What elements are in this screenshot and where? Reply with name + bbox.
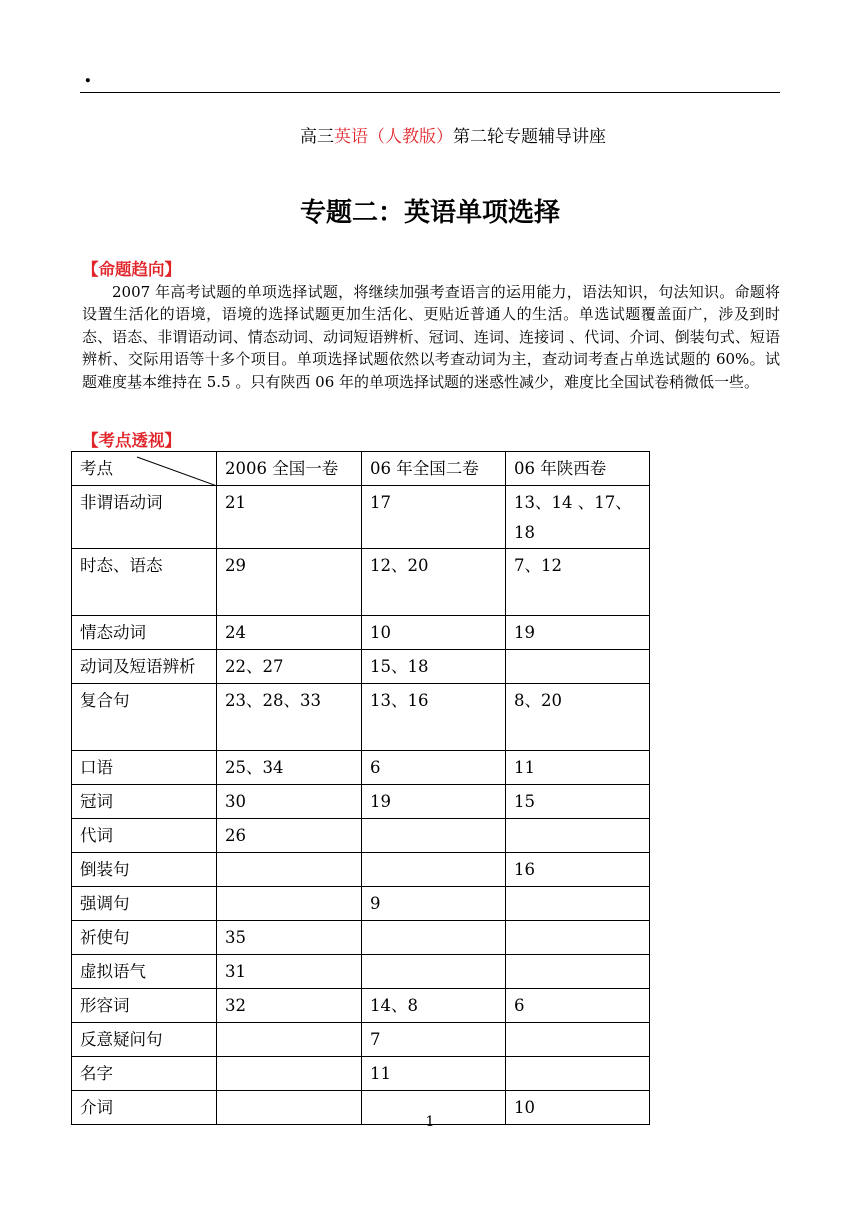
- table-row: [72, 921, 650, 955]
- question-numbers-cell: 26: [217, 819, 362, 853]
- table-header-row: [72, 452, 650, 486]
- question-numbers-cell: 15: [506, 785, 650, 819]
- exam-points-table: [71, 451, 650, 1125]
- table-row: [72, 1023, 650, 1057]
- question-numbers-cell: 9: [362, 887, 506, 921]
- question-numbers-cell: 11: [506, 751, 650, 785]
- table-row: [72, 1057, 650, 1091]
- question-numbers-cell: 13、16: [362, 684, 506, 751]
- question-numbers-cell: 10: [362, 616, 506, 650]
- trend-heading: 【命题趋向】: [82, 260, 181, 279]
- question-numbers-cell: [217, 887, 362, 921]
- table-row: [72, 989, 650, 1023]
- question-numbers-cell: 13、14 、17、18: [506, 486, 650, 549]
- question-numbers-cell: [506, 650, 650, 684]
- question-numbers-cell: [506, 1023, 650, 1057]
- question-numbers-cell: 8、20: [506, 684, 650, 751]
- topic-cell: 时态、语态: [72, 549, 217, 616]
- question-numbers-cell: 23、28、33: [217, 684, 362, 751]
- question-numbers-cell: 21: [217, 486, 362, 549]
- topic-cell: 口语: [72, 751, 217, 785]
- question-numbers-cell: [217, 1057, 362, 1091]
- question-numbers-cell: [362, 853, 506, 887]
- question-numbers-cell: 29: [217, 549, 362, 616]
- topic-cell: 冠词: [72, 785, 217, 819]
- table-row: [72, 887, 650, 921]
- question-numbers-cell: [362, 819, 506, 853]
- table-body: [72, 452, 650, 1125]
- question-numbers-cell: [362, 955, 506, 989]
- question-numbers-cell: [506, 819, 650, 853]
- question-numbers-cell: 32: [217, 989, 362, 1023]
- table-row: [72, 955, 650, 989]
- topic-cell: 非谓语动词: [72, 486, 217, 549]
- page-subtitle: [300, 122, 606, 147]
- question-numbers-cell: [362, 921, 506, 955]
- question-numbers-cell: 7、12: [506, 549, 650, 616]
- topic-cell: 介词: [72, 1091, 217, 1125]
- question-numbers-cell: [506, 921, 650, 955]
- topic-cell: 名字: [72, 1057, 217, 1091]
- question-numbers-cell: 30: [217, 785, 362, 819]
- question-numbers-cell: [217, 1023, 362, 1057]
- table-row: [72, 616, 650, 650]
- question-numbers-cell: 12、20: [362, 549, 506, 616]
- topic-cell: 代词: [72, 819, 217, 853]
- table-row: [72, 650, 650, 684]
- points-heading: 【考点透视】: [82, 431, 181, 450]
- header-cell-exam: 06 年全国二卷: [362, 452, 506, 486]
- question-numbers-cell: 6: [506, 989, 650, 1023]
- topic-cell: 情态动词: [72, 616, 217, 650]
- topic-cell: 强调句: [72, 887, 217, 921]
- question-numbers-cell: 19: [506, 616, 650, 650]
- table-row: [72, 486, 650, 549]
- table-row: [72, 785, 650, 819]
- topic-cell: 动词及短语辨析: [72, 650, 217, 684]
- question-numbers-cell: 22、27: [217, 650, 362, 684]
- trend-paragraph: 2007 年高考试题的单项选择试题，将继续加强考查语言的运用能力，语法知识，句法知识。命题将设置生活化的语境，语境的选择试题更加生活化、更贴近普通人的生活。单选试题覆盖面广，涉及到时态、语态、非谓语动词、情态动词、动词短语辨析、冠词、连词、连接词 、代词、介词、倒装句式、短语辨析、交际用语等十多个项目。单项选择试题依然以考查动词为主，查动词考查占单选试题的 60%。试题难度基本维持在 5.5 。只有陕西 06 年的单项选择试题的迷惑性减少，难度比全国试卷稍微低一些。: [82, 283, 780, 391]
- topic-cell: 反意疑问句: [72, 1023, 217, 1057]
- topic-cell: 倒装句: [72, 853, 217, 887]
- topic-cell: 形容词: [72, 989, 217, 1023]
- topic-cell: 复合句: [72, 684, 217, 751]
- question-numbers-cell: [506, 887, 650, 921]
- question-numbers-cell: 10: [506, 1091, 650, 1125]
- header-cell-exam: 2006 全国一卷: [217, 452, 362, 486]
- header-cell-topic: [72, 452, 217, 486]
- subtitle-suffix: 第二轮专题辅导讲座: [453, 127, 606, 147]
- header-rule: [80, 92, 780, 93]
- question-numbers-cell: 6: [362, 751, 506, 785]
- page-title: 专题二：英语单项选择: [299, 198, 560, 228]
- question-numbers-cell: 31: [217, 955, 362, 989]
- question-numbers-cell: 11: [362, 1057, 506, 1091]
- question-numbers-cell: 15、18: [362, 650, 506, 684]
- header-cell-exam: 06 年陕西卷: [506, 452, 650, 486]
- question-numbers-cell: [506, 955, 650, 989]
- page-number: 1: [425, 1114, 435, 1130]
- question-numbers-cell: 14、8: [362, 989, 506, 1023]
- table-row: [72, 819, 650, 853]
- table-row: [72, 549, 650, 616]
- header-label-topic: 考点: [80, 459, 113, 478]
- question-numbers-cell: 16: [506, 853, 650, 887]
- question-numbers-cell: [506, 1057, 650, 1091]
- question-numbers-cell: 7: [362, 1023, 506, 1057]
- table-row: [72, 684, 650, 751]
- question-numbers-cell: 25、34: [217, 751, 362, 785]
- subtitle-subject: 英语（人教版）: [334, 127, 453, 147]
- table-row: [72, 751, 650, 785]
- topic-cell: 祈使句: [72, 921, 217, 955]
- question-numbers-cell: 35: [217, 921, 362, 955]
- header-dot: .: [84, 62, 92, 88]
- question-numbers-cell: [217, 853, 362, 887]
- table-row: [72, 853, 650, 887]
- subtitle-prefix: 高三: [300, 127, 334, 147]
- question-numbers-cell: 17: [362, 486, 506, 549]
- topic-cell: 虚拟语气: [72, 955, 217, 989]
- question-numbers-cell: 24: [217, 616, 362, 650]
- question-numbers-cell: 19: [362, 785, 506, 819]
